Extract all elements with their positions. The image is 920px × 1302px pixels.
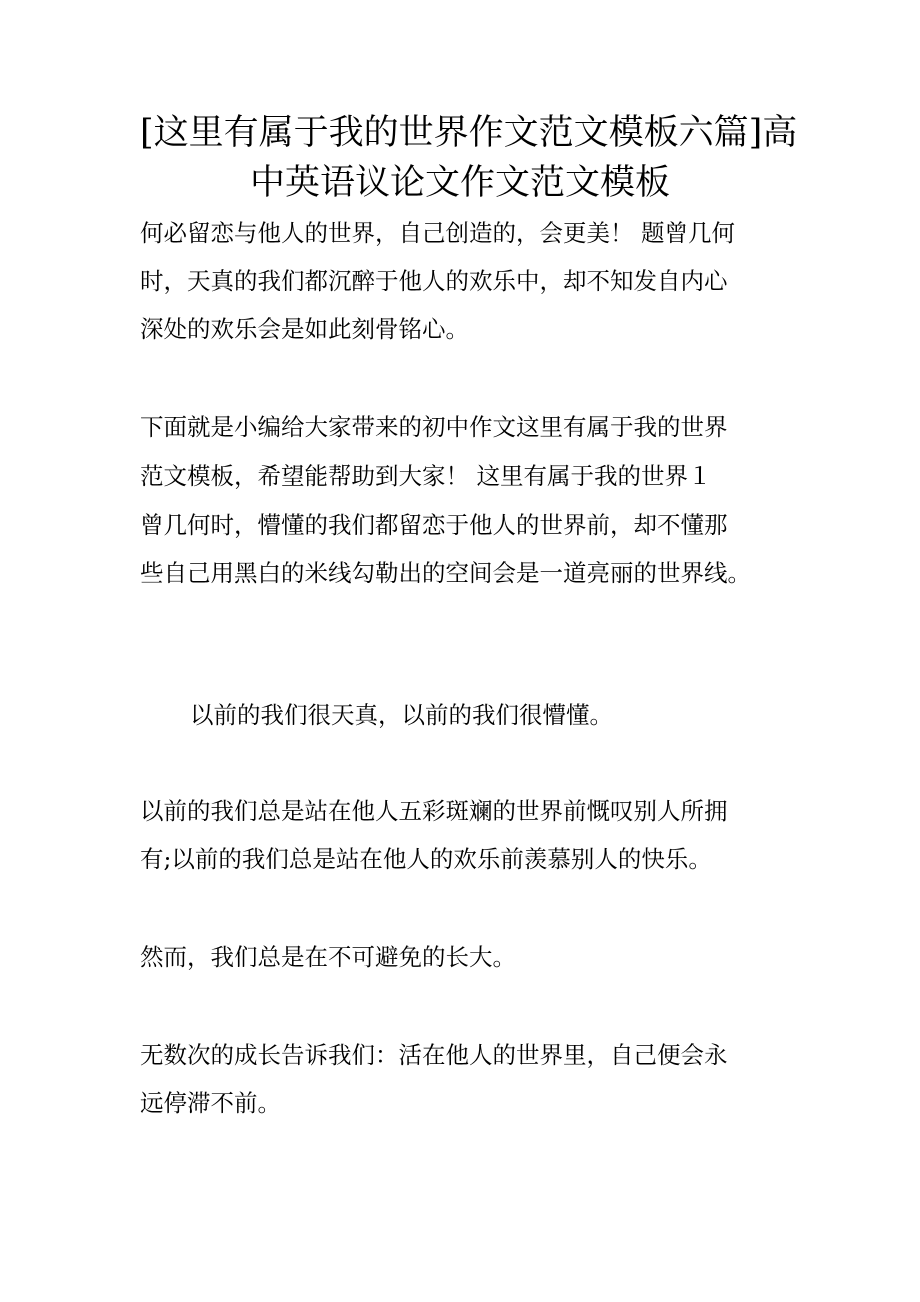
paragraph-line: 以前的我们总是站在他人五彩斑斓的世界前慨叹别人所拥	[140, 797, 728, 825]
paragraph-line: 远停滞不前。	[140, 1089, 281, 1117]
paragraph-line: 曾几何时，懵懂的我们都留恋于他人的世界前，却不懂那	[140, 511, 728, 539]
paragraph-line: 何必留恋与他人的世界，自己创造的，会更美！ 题曾几何	[140, 219, 735, 247]
paragraph-line: 以前的我们很天真，以前的我们很懵懂。	[190, 701, 613, 729]
paragraph-line: 下面就是小编给大家带来的初中作文这里有属于我的世界	[140, 413, 728, 441]
paragraph-line: 时，天真的我们都沉醉于他人的欢乐中，却不知发自内心	[140, 267, 728, 295]
paragraph-line: 无数次的成长告诉我们：活在他人的世界里，自己便会永	[140, 1041, 728, 1069]
paragraph-line: 有;以前的我们总是站在他人的欢乐前羡慕别人的快乐。	[140, 845, 712, 873]
paragraph-line: 范文模板，希望能帮助到大家！ 这里有属于我的世界１	[140, 462, 712, 490]
title-line: [这里有属于我的世界作文范文模板六篇]高	[140, 113, 798, 153]
paragraph-line: 些自己用黑白的米线勾勒出的空间会是一道亮丽的世界线。	[140, 559, 751, 587]
document-title	[140, 108, 798, 208]
paragraph-line: 深处的欢乐会是如此刻骨铭心。	[140, 315, 469, 343]
title-line: 中英语议论文作文范文模板	[249, 163, 670, 203]
paragraph-line: 然而，我们总是在不可避免的长大。	[140, 943, 516, 971]
